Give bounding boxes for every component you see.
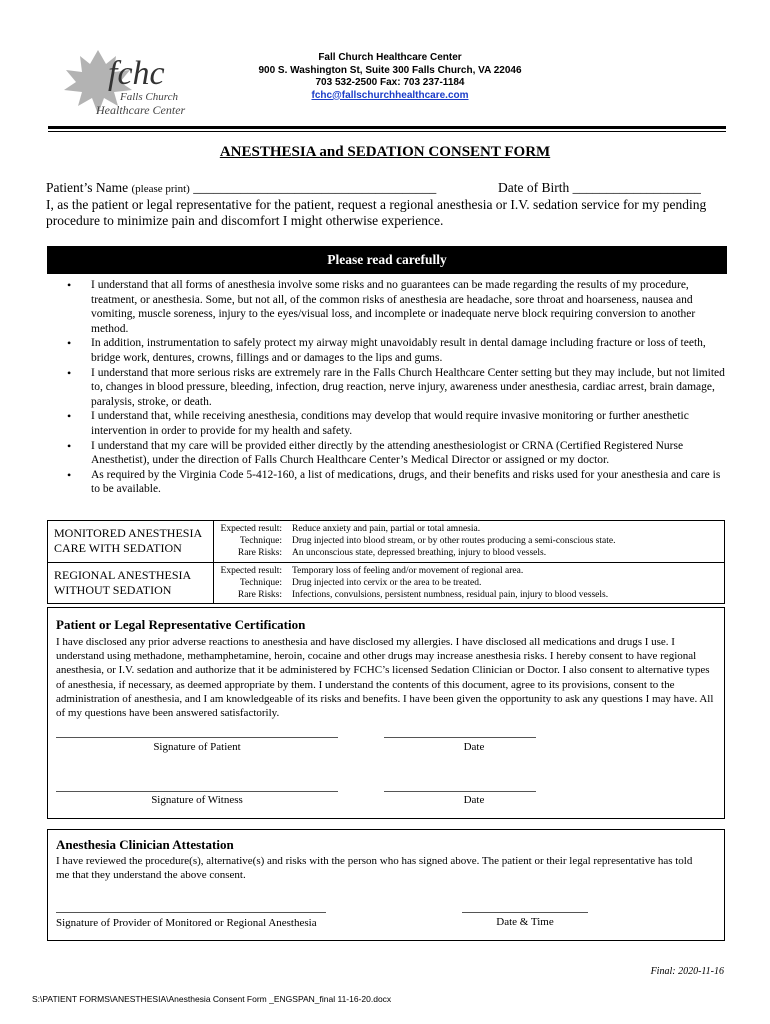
detail-value: Drug injected into blood stream, or by other routes producing a semi-conscious state. <box>292 536 616 547</box>
list-item: • I understand that all forms of anesthesia involve some risks and no guarantees can be made regarding the results of my procedure, treatment, or anesthesia. Some, but not all, of the common risks of anesthesia are headache, sore throat and hoarseness, nausea and vomiting, muscle soreness, injury to the eyes/visual loss, and incomplete or inadequate nerve block requiring conversion to another method. <box>91 278 726 336</box>
detail-key: Technique: <box>239 536 282 547</box>
org-phone: 703 532-2500 Fax: 703 237-1184 <box>315 77 465 88</box>
detail-key: Technique: <box>239 577 282 588</box>
form-title: ANESTHESIA and SEDATION CONSENT FORM <box>219 144 551 160</box>
anesthesia-type-regional: REGIONAL ANESTHESIA WITHOUT SEDATION <box>48 562 214 604</box>
clinician-attestation-box <box>47 829 725 941</box>
dob-field[interactable]: ___________________ <box>572 180 701 195</box>
anesthesia-type-table <box>47 520 725 604</box>
logo-sub1: Falls Church <box>120 91 178 103</box>
witness-signature-field[interactable] <box>56 791 338 792</box>
letterhead <box>210 52 570 102</box>
certification-heading: Patient or Legal Representative Certification <box>56 617 306 632</box>
maple-leaf-logo-icon <box>58 42 198 122</box>
org-address: 900 S. Washington St, Suite 300 Falls Church, VA 22046 <box>258 64 522 76</box>
detail-value: Drug injected into cervix or the area to be treated. <box>292 577 482 588</box>
header-rule-thin <box>48 131 726 132</box>
list-item: • As required by the Virginia Code 5-412-160, a list of medications, drugs, and their benefits and risks used for your anesthesia and care is to be available. <box>91 468 726 497</box>
detail-value: An unconscious state, depressed breathing, injury to blood vessels. <box>292 548 547 559</box>
list-item: • I understand that my care will be provided either directly by the attending anesthesiologist or CRNA (Certified Registered Nurse Anesthetist), under the direction of Falls Church Healthcare Center’s Medical Director or assigned or my doctor. <box>91 439 726 468</box>
list-item: • I understand that, while receiving anesthesia, conditions may develop that would require invasive monitoring or further anesthetic intervention in order to provide for my health and safety. <box>91 409 726 438</box>
patient-certification-box <box>47 607 725 819</box>
patient-name-hint: (please print) <box>131 183 190 195</box>
table-row <box>48 562 725 604</box>
witness-date-field[interactable] <box>384 791 536 792</box>
risk-bullet-list <box>46 278 726 497</box>
patient-date-field[interactable] <box>384 737 536 738</box>
document-file-path: S:\PATIENT FORMS\ANESTHESIA\Anesthesia Consent Form _ENGSPAN_final 11-16-20.docx <box>32 994 392 1004</box>
logo-wordmark: fchc <box>108 55 165 92</box>
witness-date-label: Date <box>463 794 485 806</box>
patient-date-label: Date <box>463 741 485 753</box>
anesthesia-type-details <box>214 562 725 604</box>
org-email-link[interactable]: fchc@fallschurchhealthcare.com <box>311 89 469 101</box>
detail-key: Expected result: <box>220 524 282 534</box>
detail-key: Rare Risks: <box>237 548 282 559</box>
final-version-date: Final: 2020-11-16 <box>650 966 724 977</box>
provider-signature-label: Signature of Provider of Monitored or Regional Anesthesia <box>56 917 317 929</box>
provider-datetime-field[interactable] <box>462 912 588 913</box>
patient-name-field[interactable]: ____________________________________ <box>193 180 437 195</box>
anesthesia-type-details <box>214 521 725 563</box>
dob-line <box>498 180 701 196</box>
provider-datetime-label: Date & Time <box>496 916 554 928</box>
list-item: • I understand that more serious risks are extremely rare in the Falls Church Healthcare Center setting but they may include, but not limited to, changes in blood pressure, bleeding, infection, drug reaction, nerve injury, awareness under anesthesia, cardiac arrest, brain damage, paralysis, stroke, or death. <box>91 366 726 410</box>
detail-value: Infections, convulsions, persistent numbness, residual pain, injury to blood vessels. <box>292 590 609 601</box>
detail-value: Temporary loss of feeling and/or movement of regional area. <box>292 565 524 576</box>
certification-body: I have disclosed any prior adverse reactions to anesthesia and have disclosed my allergies. I have disclosed all medications and drugs I use. I understand using methadone, methamphetamine, heroin, cocaine and other drugs may increase anesthesia risks. I hereby consent to have regional anesthesia, or I.V. sedation and authorize that it be administered by FCHC’s licensed Sedation Clinician or Doctor. I also consent to alternative types of anesthesia, if necessary, as deemed appropriate by them. I understand the contents of this document, agree to its provisions, consent to the administration of anesthesia, and I am knowledgeable of its risks and benefits. I have been given the opportunity to ask any questions I may have. All of my questions have been answered satisfactorily. <box>56 636 714 720</box>
provider-signature-field[interactable] <box>56 912 326 913</box>
detail-value: Reduce anxiety and pain, partial or total amnesia. <box>292 524 481 534</box>
detail-key: Expected result: <box>220 565 282 576</box>
patient-signature-label: Signature of Patient <box>153 741 241 753</box>
fchc-logo <box>58 42 198 122</box>
header-rule-thick <box>48 126 726 129</box>
attestation-heading: Anesthesia Clinician Attestation <box>56 837 234 852</box>
intro-paragraph: I, as the patient or legal representative for the patient, request a regional anesthesia or I.V. sedation service for my pending procedure to minimize pain and discomfort I might otherwise experience. <box>46 197 707 228</box>
witness-signature-label: Signature of Witness <box>151 794 243 806</box>
dob-label: Date of Birth <box>498 180 570 195</box>
logo-sub2: Healthcare Center <box>96 103 186 117</box>
list-item: • In addition, instrumentation to safely protect my airway might unavoidably result in dental damage including fracture or loss of teeth, bridge work, dentures, crowns, fillings and or damages to the lips and gums. <box>91 336 726 365</box>
attestation-body: I have reviewed the procedure(s), alternative(s) and risks with the person who has signed above. The patient or their legal representative has told me that they understand the above consent. <box>56 855 693 882</box>
patient-signature-field[interactable] <box>56 737 338 738</box>
read-carefully-banner: Please read carefully <box>47 246 727 274</box>
org-name: Fall Church Healthcare Center <box>318 52 462 63</box>
detail-key: Rare Risks: <box>237 590 282 601</box>
anesthesia-type-mac: MONITORED ANESTHESIA CARE WITH SEDATION <box>48 521 214 563</box>
patient-name-line <box>46 180 436 196</box>
patient-name-label: Patient’s Name <box>46 180 129 195</box>
table-row <box>48 521 725 563</box>
